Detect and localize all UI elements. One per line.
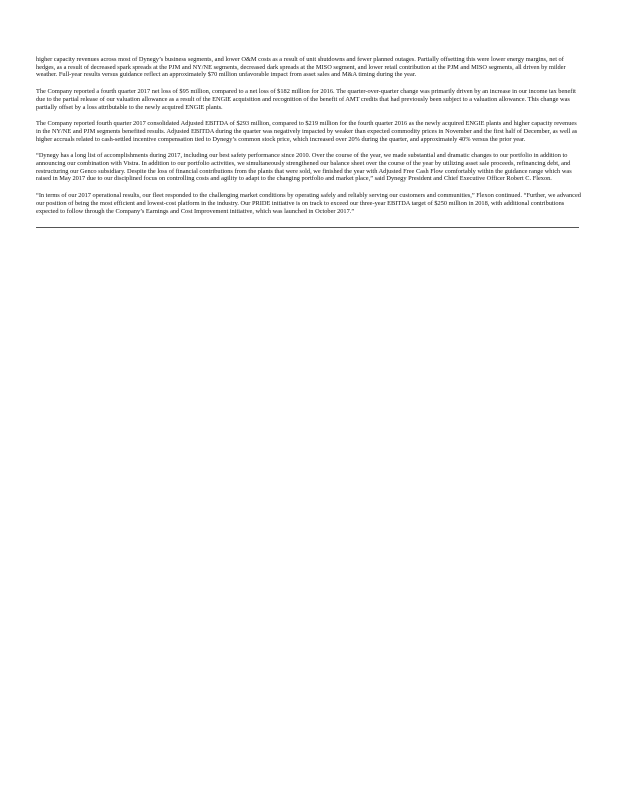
paragraph-net-loss: The Company reported a fourth quarter 2017 net loss of $95 million, compared to a net loss of $182 million for 2016. The quarter-over-quarter change was primarily driven by an increase in our income tax benefit due to the partial release of our valuation allowance as a result of the ENGIE acquisition and recognition of the benefit of AMT credits that had previously been subject to a valuation allowance. This change was partially offset by a loss attributable to the newly acquired ENGIE plants. [36, 88, 576, 111]
paragraph-adjusted-ebitda: The Company reported fourth quarter 2017 consolidated Adjusted EBITDA of $293 million, compared to $219 million for the fourth quarter 2016 as the newly acquired ENGIE plants and higher capacity revenues in the NY/NE and PJM segments benefited results. Adjusted EBITDA during the quarter was negatively impacted by weaker than expected commodity prices in November and the first half of December, as well as higher accruals related to cash-settled incentive compensation tied to Dynegy’s common stock price, which increased over 20% during the quarter, and approximately 40% versus the prior year. [36, 120, 578, 143]
document-page [36, 56, 581, 228]
horizontal-divider [36, 227, 579, 228]
paragraph-operational-quote: “In terms of our 2017 operational results, our fleet responded to the challenging market conditions by operating safely and reliably serving our customers and communities,” Flexon continued. “Further, we advanced our position of being the most efficient and lowest-cost platform in the industry. Our PRIDE initiative is on track to exceed our three-year EBITDA target of $250 million in 2018, with additional contributions expected to follow through the Company’s Earnings and Cost Improvement initiative, which was launched in October 2017.” [36, 192, 581, 215]
paragraph-results-summary: higher capacity revenues across most of Dynegy’s business segments, and lower O&M costs as a result of unit shutdowns and fewer planned outages. Partially offsetting this were lower energy margins, net of hedges, as a result of decreased spark spreads at the PJM and NY/NE segments, decreased dark spreads at the MISO segment, and lower retail contribution at the PJM and MISO segments, all driven by milder weather. Full-year results versus guidance reflect an approximately $70 million unfavorable impact from asset sales and M&A timing during the year. [36, 56, 566, 79]
paragraph-ceo-quote: “Dynegy has a long list of accomplishments during 2017, including our best safety performance since 2010. Over the course of the year, we made substantial and dramatic changes to our portfolio in addition to announcing our combination with Vistra. In addition to our portfolio activities, we simultaneously strengthened our balance sheet over the course of the year by utilizing asset sale proceeds, refinancing debt, and restructuring our Genco subsidiary. Despite the loss of financial contributions from the plants that were sold, we finished the year with Adjusted Free Cash Flow comfortably within the guidance range which was raised in May 2017 due to our disciplined focus on controlling costs and agility to adapt to the changing portfolio and market place,” said Dynegy President and Chief Executive Officer Robert C. Flexon. [36, 152, 572, 183]
